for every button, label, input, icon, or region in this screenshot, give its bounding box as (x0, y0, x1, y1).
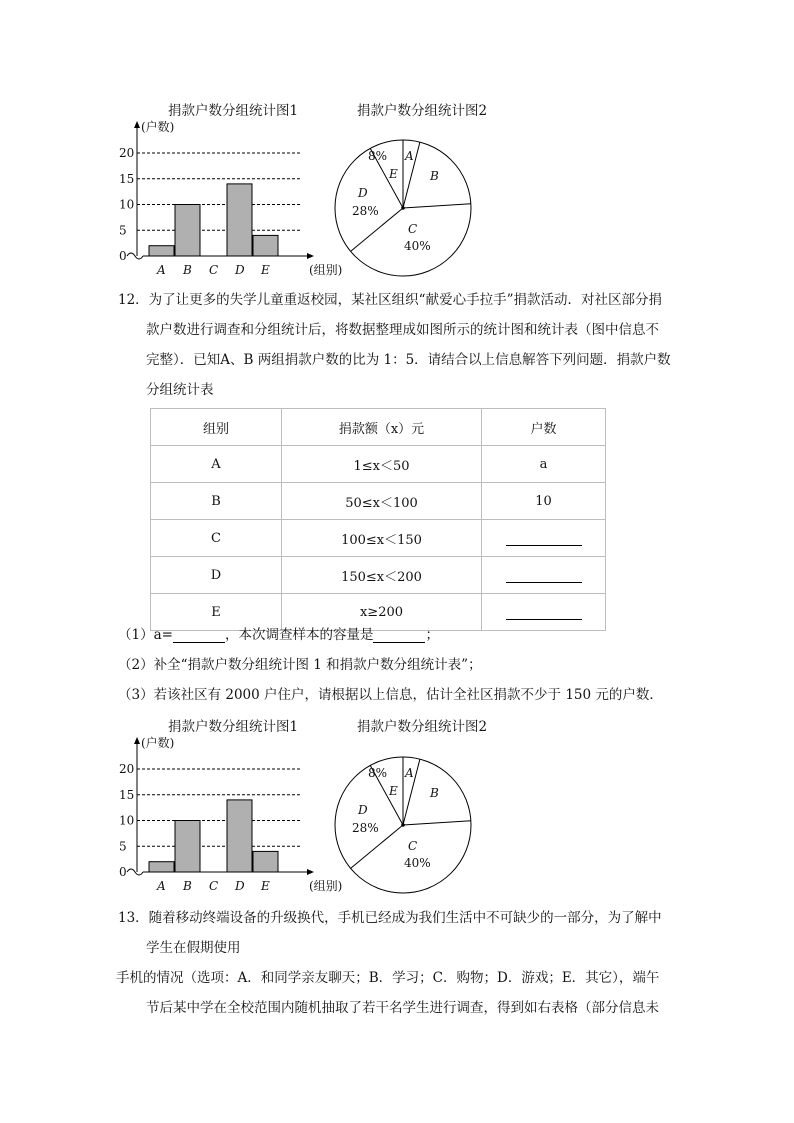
pie-chart (330, 752, 480, 902)
bar-e (253, 235, 278, 256)
pie-label-b: B (430, 786, 439, 800)
answer-blank[interactable] (482, 557, 606, 594)
table-cell: 150≤x＜200 (282, 557, 482, 594)
pie-label-b: B (430, 169, 439, 183)
table-row (151, 483, 606, 520)
x-tick-label: A (157, 263, 166, 277)
x-tick-label: B (183, 263, 192, 277)
bar-chart-title: 捐款户数分组统计图1 (168, 719, 299, 735)
sub1-text: ，本次调查样本的容量是 (224, 627, 374, 643)
pie-center (401, 823, 405, 827)
pie-pct-d: 28% (352, 204, 379, 218)
x-axis-unit: (组别) (309, 263, 343, 277)
table-cell: 100≤x＜150 (282, 520, 482, 557)
y-axis-arrow (134, 121, 140, 128)
table-header: 户数 (482, 409, 606, 446)
pie-pct-e: 8% (368, 766, 388, 780)
x-tick-label: E (261, 879, 270, 893)
x-axis-unit: (组别) (309, 879, 343, 893)
bar-a (149, 246, 174, 256)
x-axis-arrow (307, 869, 314, 875)
q12-sub1 (118, 620, 688, 650)
bar-chart-title: 捐款户数分组统计图1 (168, 103, 299, 119)
y-tick-label: 15 (119, 787, 135, 802)
x-tick-label: C (209, 879, 219, 893)
q12-subquestions (118, 620, 688, 710)
pie-pct-c: 40% (404, 856, 431, 870)
answer-blank[interactable] (482, 520, 606, 557)
bar-b (175, 205, 200, 257)
table-cell: 10 (482, 483, 606, 520)
y-tick-label: 20 (119, 762, 135, 776)
y-tick-label: 20 (119, 146, 135, 160)
table-cell: C (151, 520, 282, 557)
q12-sub3: （3）若该社区有 2000 户住户，请根据以上信息，估计全社区捐款不少于 150 元的户数． (118, 687, 663, 703)
pie-chart-title: 捐款户数分组统计图2 (357, 103, 488, 119)
y-axis-unit: (户数) (141, 120, 175, 134)
table-cell: E (151, 594, 282, 631)
table-header-row (151, 409, 606, 446)
pie-chart (330, 135, 480, 285)
pie-pct-e: 8% (368, 149, 388, 163)
bar-a (149, 862, 174, 872)
q13-line-2: 学生在假期使用 (146, 940, 241, 956)
pie-label-d: D (358, 803, 368, 817)
bar-d (227, 184, 252, 256)
q12-line-2: 款户数进行调查和分组统计后，将数据整理成如图所示的统计图和统计表（图中信息不 (146, 322, 659, 338)
sub1-end: ； (425, 627, 439, 643)
x-tick-label: B (183, 879, 192, 893)
table-row (151, 557, 606, 594)
q12-line-1: 12．为了让更多的失学儿童重返校园，某社区组织“献爱心手拉手”捐款活动．对社区部分捐 (118, 292, 662, 308)
bar-chart (110, 112, 350, 282)
bar-e (253, 851, 278, 872)
table-cell: D (151, 557, 282, 594)
axis-break (127, 869, 143, 875)
question-13 (118, 903, 688, 1023)
y-tick-label: 15 (119, 171, 135, 186)
table-cell: x≥200 (282, 594, 482, 631)
q13-line-4: 节后某中学在全校范围内随机抽取了若干名学生进行调查，得到如右表格（部分信息未 (146, 1000, 659, 1016)
y-tick-label: 5 (119, 223, 127, 238)
q13-line-3: 手机的情况（选项：A．和同学亲友聊天；B．学习；C．购物；D．游戏；E．其它），端午 (116, 970, 660, 986)
y-tick-label: 10 (119, 813, 135, 828)
pie-label-e: E (389, 167, 398, 181)
y-tick-label: 0 (119, 249, 127, 263)
answer-blank-a[interactable] (173, 628, 225, 643)
y-axis-unit: (户数) (141, 736, 175, 750)
pie-pct-c: 40% (404, 239, 431, 253)
y-tick-label: 5 (119, 839, 127, 854)
x-tick-label: D (235, 879, 245, 893)
pie-label-a: A (405, 149, 414, 163)
table-cell: A (151, 446, 282, 483)
q12-line-4: 分组统计表 (146, 382, 214, 398)
table-header: 组别 (151, 409, 282, 446)
table-cell: a (482, 446, 606, 483)
answer-blank-capacity[interactable] (373, 628, 425, 643)
table-cell: B (151, 483, 282, 520)
question-12 (118, 285, 678, 405)
donation-group-table (150, 408, 606, 631)
table-row (151, 520, 606, 557)
table-cell: 1≤x＜50 (282, 446, 482, 483)
pie-label-e: E (389, 784, 398, 798)
pie-label-c: C (408, 839, 418, 853)
x-tick-label: E (261, 263, 270, 277)
y-tick-label: 0 (119, 865, 127, 879)
sub1-label: （1）a= (118, 627, 173, 643)
q12-sub2: （2）补全“捐款户数分组统计图 1 和捐款户数分组统计表”； (118, 657, 482, 673)
axis-break (127, 253, 143, 259)
table-cell: 50≤x＜100 (282, 483, 482, 520)
bar-chart (110, 728, 350, 898)
bar-d (227, 800, 252, 872)
y-tick-label: 10 (119, 197, 135, 212)
pie-chart-title: 捐款户数分组统计图2 (357, 719, 488, 735)
x-tick-label: D (235, 263, 245, 277)
pie-label-a: A (405, 766, 414, 780)
pie-label-d: D (358, 186, 368, 200)
q12-line-3: 完整）．已知A、B 两组捐款户数的比为 1：5．请结合以上信息解答下列问题．捐款户数 (146, 352, 671, 368)
x-axis-arrow (307, 253, 314, 259)
pie-pct-d: 28% (352, 821, 379, 835)
x-tick-label: A (157, 879, 166, 893)
pie-center (401, 206, 405, 210)
bar-b (175, 821, 200, 873)
y-axis-arrow (134, 737, 140, 744)
table-row (151, 446, 606, 483)
table-header: 捐款额（x）元 (282, 409, 482, 446)
x-tick-label: C (209, 263, 219, 277)
pie-label-c: C (408, 222, 418, 236)
q13-line-1: 13．随着移动终端设备的升级换代，手机已经成为我们生活中不可缺少的一部分，为了解中 (118, 910, 662, 926)
